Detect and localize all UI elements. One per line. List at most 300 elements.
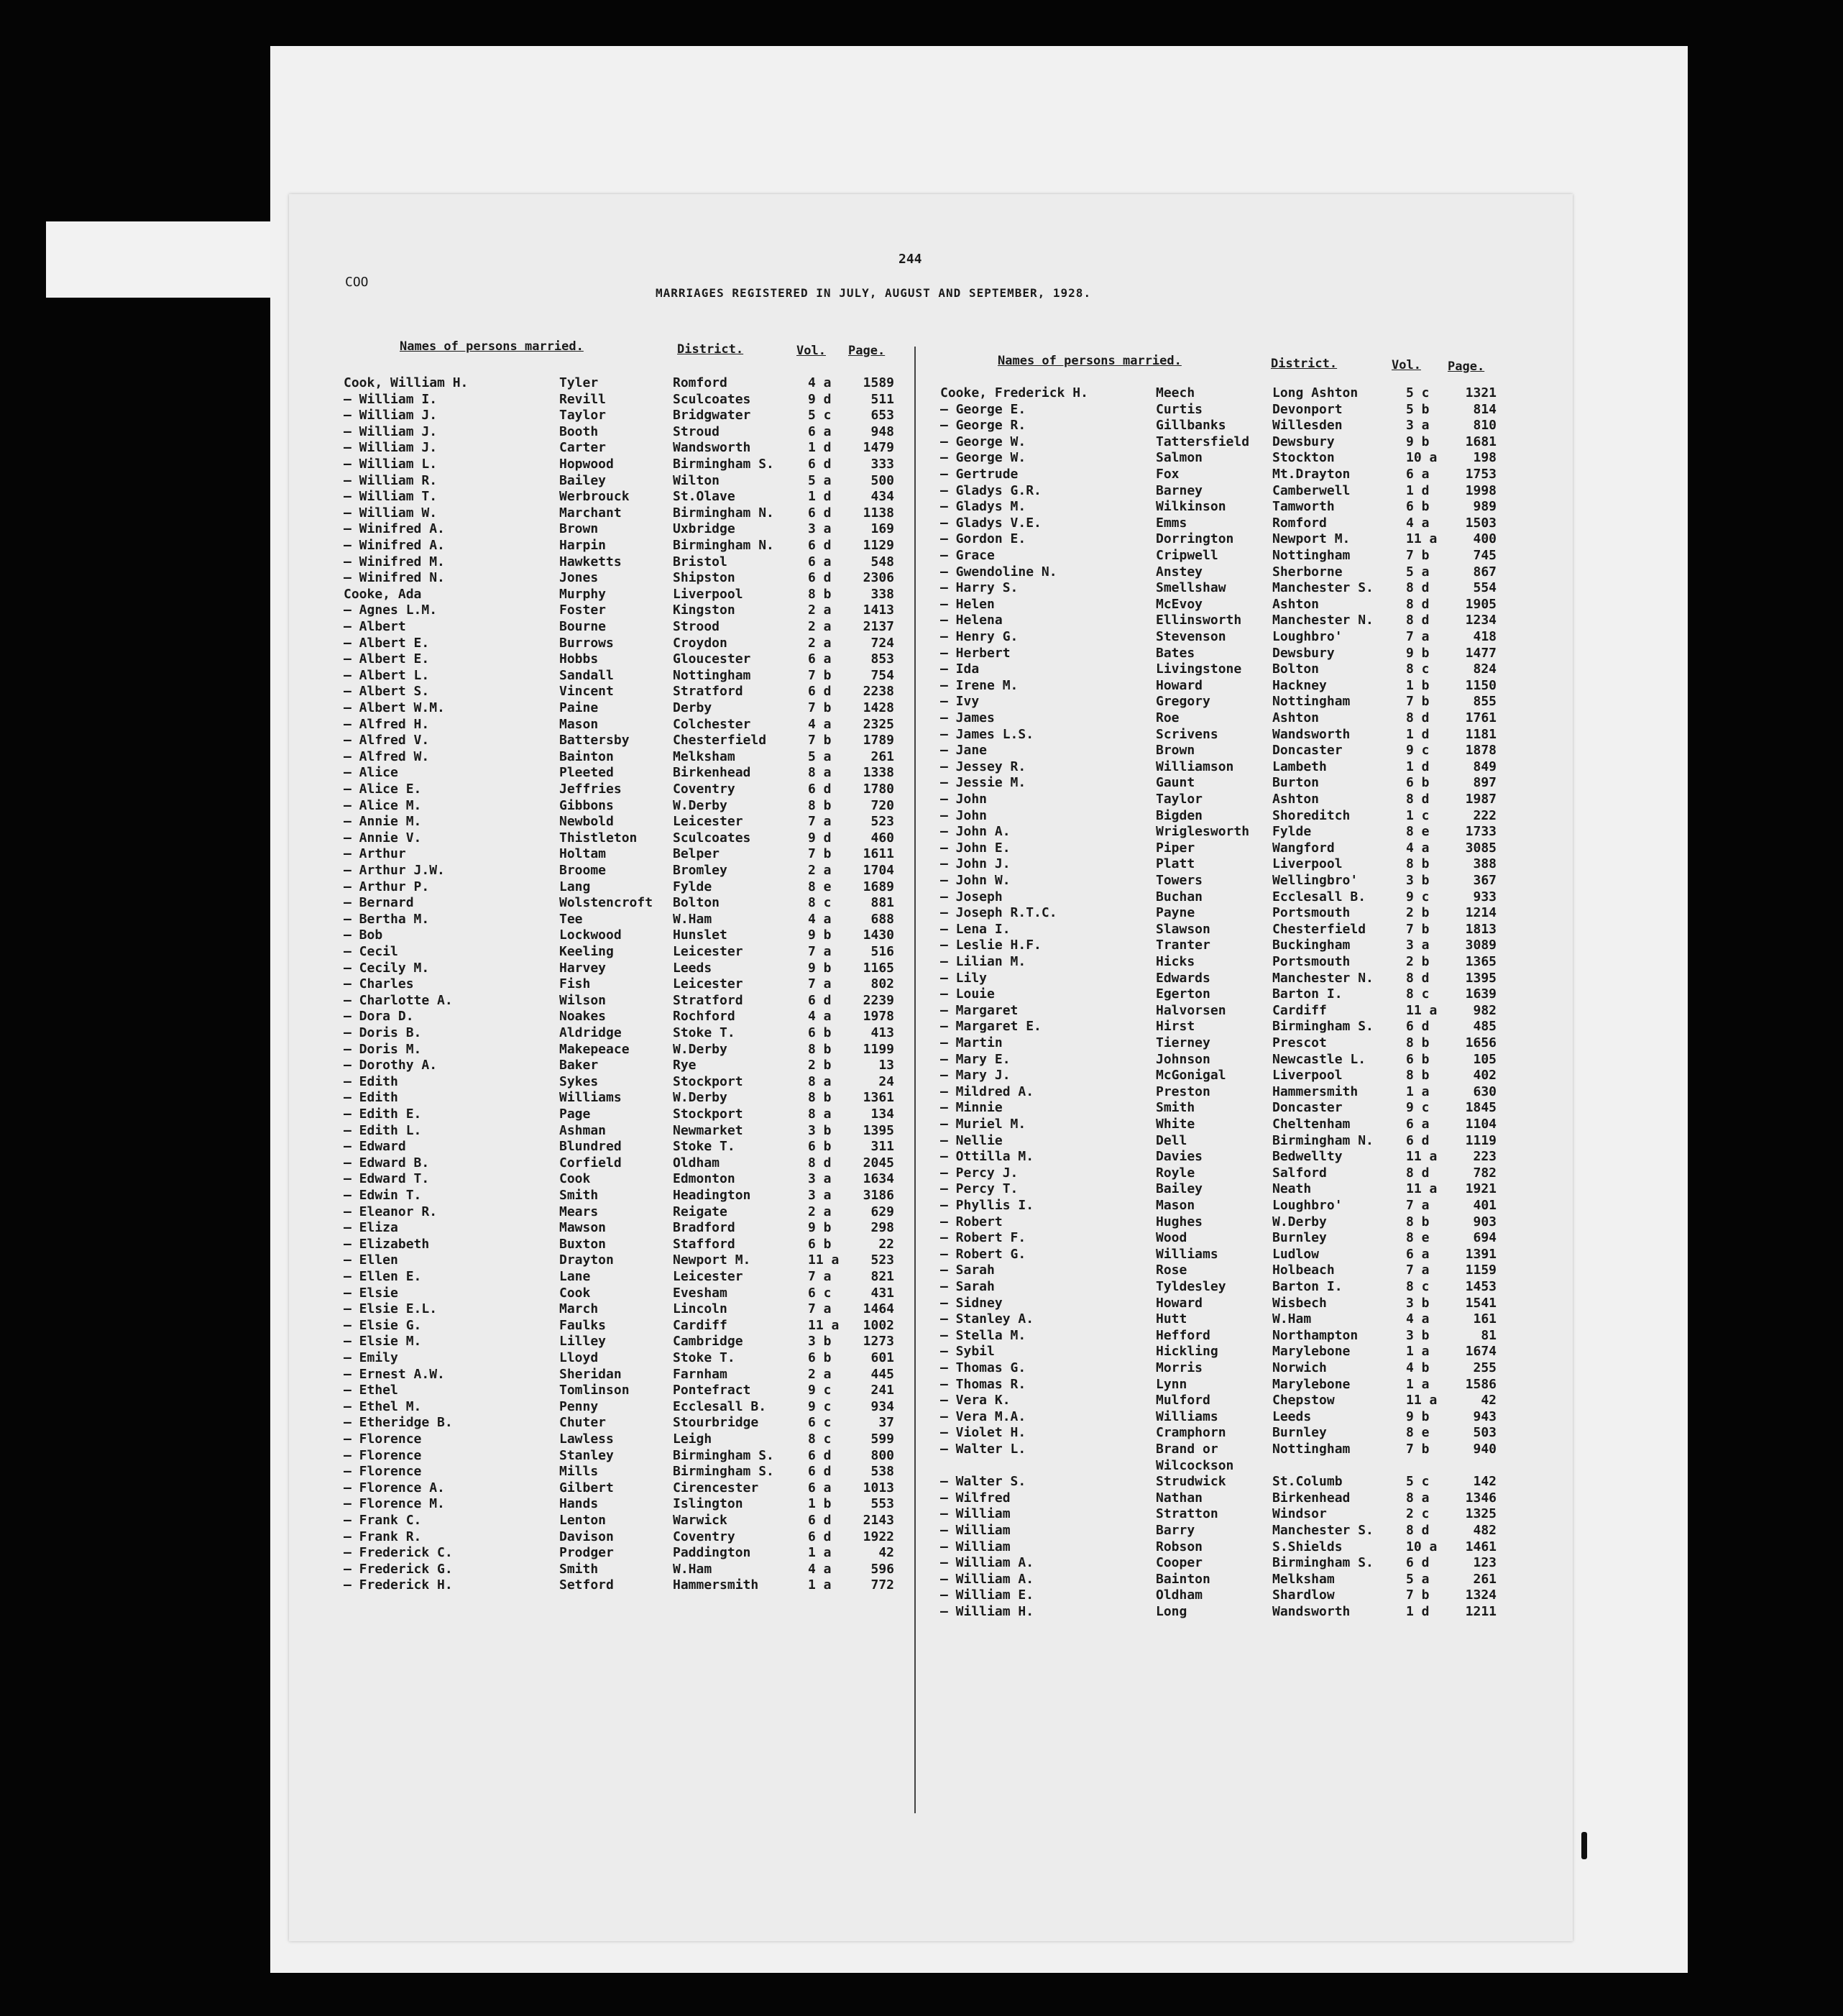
entry-spouse: Dell bbox=[1156, 1132, 1187, 1148]
entry-name: — Sidney bbox=[940, 1295, 1003, 1311]
entry-name: — Frederick C. bbox=[344, 1545, 453, 1561]
entry-district: Burnley bbox=[1272, 1425, 1327, 1441]
entry-page: 1998 bbox=[1465, 482, 1497, 498]
entry-spouse: Mason bbox=[559, 716, 599, 732]
entry-vol: 1 d bbox=[808, 440, 832, 456]
entry-spouse: Paine bbox=[559, 700, 599, 715]
entry-district: Headington bbox=[673, 1188, 751, 1203]
entry-spouse: Hickling bbox=[1156, 1344, 1218, 1360]
entry-name: — Herbert bbox=[940, 645, 1011, 661]
entry-page: 418 bbox=[1473, 629, 1497, 644]
entry-name: Cooke, Ada bbox=[344, 586, 422, 602]
entry-spouse: Dorrington bbox=[1156, 531, 1234, 547]
entry-vol: 6 c bbox=[808, 1285, 832, 1301]
entry-page: 1395 bbox=[1465, 970, 1497, 986]
entry-name: — Lilian M. bbox=[940, 954, 1026, 969]
entry-name: — Winifred M. bbox=[344, 554, 445, 569]
entry-district: Leicester bbox=[673, 1269, 743, 1284]
entry-page: 601 bbox=[870, 1350, 894, 1365]
entry-district: Gloucester bbox=[673, 651, 751, 667]
entry-spouse: McEvoy bbox=[1156, 596, 1203, 612]
entry-name: — Sarah bbox=[940, 1263, 995, 1278]
entry-name: — Robert bbox=[940, 1214, 1003, 1229]
entry-name: — George W. bbox=[940, 434, 1026, 449]
entry-page: 853 bbox=[870, 651, 894, 667]
entry-name: — Frank R. bbox=[344, 1529, 422, 1544]
entry-page: 1453 bbox=[1465, 1279, 1497, 1294]
entry-name: — Elizabeth bbox=[344, 1236, 430, 1252]
entry-district: Manchester N. bbox=[1272, 970, 1374, 986]
entry-name: — Arthur bbox=[344, 846, 406, 862]
entry-spouse: Lawless bbox=[559, 1431, 614, 1447]
entry-name: — Bertha M. bbox=[344, 911, 430, 927]
entry-district: Evesham bbox=[673, 1285, 727, 1301]
entry-vol: 3 a bbox=[1406, 938, 1430, 953]
entry-page: 198 bbox=[1473, 450, 1497, 466]
entry-district: Shardlow bbox=[1272, 1587, 1335, 1603]
entry-spouse: Robson bbox=[1156, 1539, 1203, 1554]
entry-page: 13 bbox=[878, 1058, 894, 1073]
entry-name: — Stanley A. bbox=[940, 1311, 1034, 1327]
entry-page: 42 bbox=[878, 1545, 894, 1561]
entry-district: Uxbridge bbox=[673, 521, 735, 537]
entry-name: — Etheridge B. bbox=[344, 1415, 453, 1431]
entry-spouse: Ellinsworth bbox=[1156, 613, 1242, 628]
entry-vol: 8 a bbox=[808, 1106, 832, 1122]
entry-page: 1761 bbox=[1465, 710, 1497, 725]
entry-vol: 2 b bbox=[808, 1058, 832, 1073]
entry-district: Melksham bbox=[1272, 1571, 1335, 1587]
entry-district: Cirencester bbox=[673, 1480, 759, 1495]
entry-vol: 6 b bbox=[808, 1236, 832, 1252]
entry-district: Belper bbox=[673, 846, 720, 862]
entry-spouse: Vincent bbox=[559, 684, 614, 700]
entry-district: Portsmouth bbox=[1272, 905, 1351, 921]
entry-vol: 7 b bbox=[808, 667, 832, 683]
entry-vol: 3 a bbox=[808, 1171, 832, 1187]
entry-spouse: Tee bbox=[559, 911, 583, 927]
entry-spouse: Marchant bbox=[559, 505, 622, 521]
entry-district: Nottingham bbox=[1272, 694, 1351, 710]
entry-name: — Cecily M. bbox=[344, 960, 430, 976]
entry-vol: 6 d bbox=[808, 1513, 832, 1528]
entry-district: Birmingham S. bbox=[673, 457, 774, 472]
entry-name: — William E. bbox=[940, 1587, 1034, 1603]
entry-name: — George R. bbox=[940, 418, 1026, 434]
entry-spouse: Barney bbox=[1156, 482, 1203, 498]
entry-spouse: Bainton bbox=[559, 748, 614, 764]
entry-name: — Florence bbox=[344, 1431, 422, 1447]
entry-page: 1325 bbox=[1465, 1506, 1497, 1522]
entry-spouse: Curtis bbox=[1156, 401, 1203, 417]
left-header-page: Page. bbox=[848, 344, 886, 358]
entry-page: 867 bbox=[1473, 564, 1497, 579]
entry-vol: 9 d bbox=[808, 391, 832, 407]
entry-vol: 4 a bbox=[808, 1561, 832, 1577]
entry-district: Hammersmith bbox=[673, 1577, 759, 1593]
entry-district: Wellingbro' bbox=[1272, 873, 1359, 888]
entry-district: Stockton bbox=[1272, 450, 1335, 466]
entry-vol: 4 a bbox=[1406, 1311, 1430, 1327]
entry-spouse: White bbox=[1156, 1117, 1195, 1132]
entry-spouse: Towers bbox=[1156, 873, 1203, 888]
entry-page: 1905 bbox=[1465, 596, 1497, 612]
entry-vol: 7 a bbox=[808, 944, 832, 959]
entry-spouse: Edwards bbox=[1156, 970, 1210, 986]
entry-vol: 7 b bbox=[808, 733, 832, 748]
entry-spouse: Wilcockson bbox=[1156, 1457, 1234, 1473]
entry-spouse: Pleeted bbox=[559, 765, 614, 781]
entry-vol: 4 a bbox=[808, 1009, 832, 1025]
entry-name: — William J. bbox=[344, 408, 438, 423]
entry-page: 81 bbox=[1481, 1327, 1497, 1343]
entry-page: 37 bbox=[878, 1415, 894, 1431]
entry-vol: 11 a bbox=[1406, 1181, 1438, 1197]
entry-district: Liverpool bbox=[673, 586, 743, 602]
entry-vol: 6 a bbox=[808, 554, 832, 569]
entry-vol: 8 b bbox=[1406, 856, 1430, 872]
entry-page: 554 bbox=[1473, 580, 1497, 596]
entry-name: — Thomas G. bbox=[940, 1360, 1026, 1375]
entry-vol: 6 a bbox=[808, 651, 832, 667]
entry-vol: 8 d bbox=[1406, 596, 1430, 612]
entry-vol: 8 a bbox=[808, 765, 832, 781]
entry-vol: 5 a bbox=[808, 472, 832, 488]
entry-spouse: Roe bbox=[1156, 710, 1180, 725]
entry-page: 688 bbox=[870, 911, 894, 927]
entry-district: Nottingham bbox=[1272, 548, 1351, 563]
entry-district: Cheltenham bbox=[1272, 1117, 1351, 1132]
entry-spouse: Aldridge bbox=[559, 1025, 622, 1040]
entry-vol: 6 d bbox=[808, 684, 832, 700]
entry-name: — Elsie M. bbox=[344, 1334, 422, 1350]
entry-page: 1129 bbox=[863, 538, 894, 553]
entry-spouse: Hobbs bbox=[559, 651, 599, 667]
entry-district: Nottingham bbox=[1272, 1442, 1351, 1457]
entry-name: — Annie V. bbox=[344, 830, 422, 846]
entry-spouse: Mears bbox=[559, 1204, 599, 1219]
entry-vol: 8 d bbox=[1406, 1165, 1430, 1181]
entry-spouse: Williamson bbox=[1156, 759, 1234, 774]
entry-page: 1428 bbox=[863, 700, 894, 715]
entry-page: 445 bbox=[870, 1366, 894, 1382]
entry-spouse: Williams bbox=[559, 1090, 622, 1106]
entry-district: Bolton bbox=[1272, 661, 1320, 677]
entry-vol: 5 a bbox=[808, 748, 832, 764]
entry-vol: 11 a bbox=[1406, 1149, 1438, 1165]
entry-page: 1921 bbox=[1465, 1181, 1497, 1197]
entry-name: — Florence bbox=[344, 1447, 422, 1463]
entry-spouse: Morris bbox=[1156, 1360, 1203, 1375]
entry-district: Stoke T. bbox=[673, 1350, 735, 1365]
entry-district: Leicester bbox=[673, 976, 743, 992]
entry-spouse: Sykes bbox=[559, 1073, 599, 1089]
entry-vol: 3 a bbox=[1406, 418, 1430, 434]
entry-spouse: Tattersfield bbox=[1156, 434, 1250, 449]
entry-page: 538 bbox=[870, 1464, 894, 1480]
entry-vol: 9 b bbox=[1406, 1408, 1430, 1424]
entry-name: — Mildred A. bbox=[940, 1083, 1034, 1099]
entry-vol: 6 d bbox=[1406, 1132, 1430, 1148]
entry-spouse: Lynn bbox=[1156, 1376, 1187, 1392]
entry-district: Doncaster bbox=[1272, 743, 1343, 759]
entry-page: 42 bbox=[1481, 1393, 1497, 1408]
entry-district: Cardiff bbox=[1272, 1002, 1327, 1018]
entry-name: — Harry S. bbox=[940, 580, 1019, 596]
right-header-vol: Vol. bbox=[1392, 358, 1421, 372]
entry-page: 1461 bbox=[1465, 1539, 1497, 1554]
entry-vol: 6 c bbox=[808, 1415, 832, 1431]
entry-name: — Ellen bbox=[344, 1252, 398, 1268]
entry-name: — John W. bbox=[940, 873, 1011, 888]
entry-page: 903 bbox=[1473, 1214, 1497, 1229]
entry-page: 1733 bbox=[1465, 824, 1497, 840]
entry-spouse: Sheridan bbox=[559, 1366, 622, 1382]
entry-vol: 2 b bbox=[1406, 954, 1430, 969]
entry-vol: 8 d bbox=[1406, 792, 1430, 807]
entry-name: — Albert S. bbox=[344, 684, 430, 700]
entry-page: 933 bbox=[1473, 889, 1497, 904]
entry-name: — Frederick H. bbox=[344, 1577, 453, 1593]
entry-page: 1922 bbox=[863, 1529, 894, 1544]
entry-page: 1589 bbox=[863, 375, 894, 390]
entry-district: Kingston bbox=[673, 602, 735, 618]
entry-vol: 6 a bbox=[1406, 467, 1430, 482]
entry-spouse: Wolstencroft bbox=[559, 895, 653, 911]
entry-page: 629 bbox=[870, 1204, 894, 1219]
entry-page: 1813 bbox=[1465, 921, 1497, 937]
entry-name: — William bbox=[940, 1506, 1011, 1522]
entry-spouse: Hirst bbox=[1156, 1019, 1195, 1035]
entry-vol: 1 d bbox=[1406, 759, 1430, 774]
entry-vol: 10 a bbox=[1406, 1539, 1438, 1554]
entry-vol: 11 a bbox=[1406, 1393, 1438, 1408]
entry-vol: 5 c bbox=[1406, 385, 1430, 400]
entry-district: Oldham bbox=[673, 1155, 720, 1170]
entry-district: St.Columb bbox=[1272, 1474, 1343, 1490]
entry-spouse: Booth bbox=[559, 423, 599, 439]
entry-spouse: Barry bbox=[1156, 1523, 1195, 1538]
entry-name: — Sybil bbox=[940, 1344, 995, 1360]
entry-name: — Louie bbox=[940, 986, 995, 1002]
entry-name: — John A. bbox=[940, 824, 1011, 840]
entry-page: 1211 bbox=[1465, 1604, 1497, 1619]
entry-page: 1199 bbox=[863, 1041, 894, 1057]
entry-spouse: Tomlinson bbox=[559, 1383, 630, 1398]
entry-spouse: Tranter bbox=[1156, 938, 1210, 953]
entry-spouse: Drayton bbox=[559, 1252, 614, 1268]
entry-spouse: Tierney bbox=[1156, 1035, 1210, 1050]
entry-district: Rochford bbox=[673, 1009, 735, 1025]
entry-spouse: Wilkinson bbox=[1156, 499, 1226, 515]
page-number: 244 bbox=[898, 252, 922, 267]
entry-name: — George W. bbox=[940, 450, 1026, 466]
entry-page: 1479 bbox=[863, 440, 894, 456]
entry-name: — William H. bbox=[940, 1604, 1034, 1619]
entry-vol: 9 b bbox=[808, 960, 832, 976]
entry-name: — Emily bbox=[344, 1350, 398, 1365]
entry-district: Liverpool bbox=[1272, 1068, 1343, 1083]
entry-vol: 8 d bbox=[808, 1155, 832, 1170]
entry-page: 1634 bbox=[863, 1171, 894, 1187]
entry-page: 1477 bbox=[1465, 645, 1497, 661]
entry-spouse: Stratton bbox=[1156, 1506, 1218, 1522]
entry-vol: 1 d bbox=[1406, 482, 1430, 498]
entry-district: Newmarket bbox=[673, 1122, 743, 1138]
entry-page: 333 bbox=[870, 457, 894, 472]
entry-vol: 1 a bbox=[1406, 1083, 1430, 1099]
entry-vol: 3 b bbox=[808, 1334, 832, 1350]
entry-district: Ashton bbox=[1272, 710, 1320, 725]
entry-district: Pontefract bbox=[673, 1383, 751, 1398]
entry-spouse: Jones bbox=[559, 570, 599, 586]
entry-vol: 1 a bbox=[808, 1577, 832, 1593]
entry-page: 482 bbox=[1473, 1523, 1497, 1538]
entry-district: Windsor bbox=[1272, 1506, 1327, 1522]
entry-district: Leeds bbox=[673, 960, 712, 976]
entry-name: — Phyllis I. bbox=[940, 1198, 1034, 1213]
entry-vol: 7 a bbox=[1406, 629, 1430, 644]
entry-district: Norwich bbox=[1272, 1360, 1327, 1375]
entry-vol: 9 b bbox=[1406, 645, 1430, 661]
entry-vol: 6 a bbox=[1406, 1246, 1430, 1262]
entry-spouse: March bbox=[559, 1301, 599, 1317]
left-header-vol: Vol. bbox=[796, 344, 826, 358]
entry-page: 948 bbox=[870, 423, 894, 439]
entry-district: Bradford bbox=[673, 1220, 735, 1236]
entry-page: 1704 bbox=[863, 863, 894, 878]
entry-page: 105 bbox=[1473, 1051, 1497, 1067]
entry-spouse: Slawson bbox=[1156, 921, 1210, 937]
entry-page: 523 bbox=[870, 814, 894, 830]
entry-vol: 7 a bbox=[808, 814, 832, 830]
entry-name: — Doris M. bbox=[344, 1041, 422, 1057]
entry-spouse: Hicks bbox=[1156, 954, 1195, 969]
entry-district: Birmingham S. bbox=[1272, 1555, 1374, 1571]
entry-name: — Walter S. bbox=[940, 1474, 1026, 1490]
entry-district: Coventry bbox=[673, 1529, 735, 1544]
entry-vol: 3 a bbox=[808, 1188, 832, 1203]
entry-name: — George E. bbox=[940, 401, 1026, 417]
entry-spouse: Prodger bbox=[559, 1545, 614, 1561]
entry-page: 824 bbox=[1473, 661, 1497, 677]
entry-spouse: Faulks bbox=[559, 1317, 607, 1333]
entry-vol: 4 a bbox=[1406, 840, 1430, 856]
entry-page: 1978 bbox=[863, 1009, 894, 1025]
entry-page: 255 bbox=[1473, 1360, 1497, 1375]
entry-district: Stoke T. bbox=[673, 1139, 735, 1155]
entry-district: W.Derby bbox=[673, 797, 727, 813]
entry-name: — Gordon E. bbox=[940, 531, 1026, 547]
entry-vol: 6 d bbox=[808, 1447, 832, 1463]
entry-vol: 9 b bbox=[808, 927, 832, 943]
entry-name: — Joseph R.T.C. bbox=[940, 905, 1057, 921]
entry-name: — John E. bbox=[940, 840, 1011, 856]
entry-district: Bristol bbox=[673, 554, 727, 569]
entry-spouse: Blundred bbox=[559, 1139, 622, 1155]
entry-name: — Edward T. bbox=[344, 1171, 430, 1187]
entry-vol: 4 a bbox=[1406, 515, 1430, 531]
entry-spouse: Ashman bbox=[559, 1122, 607, 1138]
entry-page: 1541 bbox=[1465, 1295, 1497, 1311]
entry-district: Ludlow bbox=[1272, 1246, 1320, 1262]
entry-page: 720 bbox=[870, 797, 894, 813]
entry-name: — Edith E. bbox=[344, 1106, 422, 1122]
entry-name: — Ethel M. bbox=[344, 1398, 422, 1414]
entry-spouse: Hutt bbox=[1156, 1311, 1187, 1327]
entry-spouse: Halvorsen bbox=[1156, 1002, 1226, 1018]
entry-name: — Agnes L.M. bbox=[344, 602, 438, 618]
entry-name: — Gladys V.E. bbox=[940, 515, 1042, 531]
entry-spouse: Bates bbox=[1156, 645, 1195, 661]
entry-spouse: Mills bbox=[559, 1464, 599, 1480]
entry-page: 2239 bbox=[863, 992, 894, 1008]
entry-spouse: Bailey bbox=[559, 472, 607, 488]
entry-page: 1214 bbox=[1465, 905, 1497, 921]
entry-district: Bromley bbox=[673, 863, 727, 878]
entry-name: — Eleanor R. bbox=[344, 1204, 438, 1219]
entry-name: — Vera K. bbox=[940, 1393, 1011, 1408]
entry-district: Ashton bbox=[1272, 596, 1320, 612]
entry-spouse: Davies bbox=[1156, 1149, 1203, 1165]
entry-page: 934 bbox=[870, 1398, 894, 1414]
entry-vol: 3 b bbox=[1406, 873, 1430, 888]
entry-vol: 6 d bbox=[808, 457, 832, 472]
entry-page: 400 bbox=[1473, 531, 1497, 547]
entry-district: Stockport bbox=[673, 1073, 743, 1089]
entry-page: 1430 bbox=[863, 927, 894, 943]
entry-vol: 6 d bbox=[808, 782, 832, 797]
entry-district: W.Derby bbox=[1272, 1214, 1327, 1229]
entry-page: 1273 bbox=[863, 1334, 894, 1350]
entry-vol: 5 c bbox=[808, 408, 832, 423]
entry-spouse: Egerton bbox=[1156, 986, 1210, 1002]
entry-page: 810 bbox=[1473, 418, 1497, 434]
entry-vol: 2 c bbox=[1406, 1506, 1430, 1522]
entry-name: — Helen bbox=[940, 596, 995, 612]
entry-name: — Annie M. bbox=[344, 814, 422, 830]
entry-page: 745 bbox=[1473, 548, 1497, 563]
entry-spouse: Strudwick bbox=[1156, 1474, 1226, 1490]
entry-vol: 2 a bbox=[808, 1204, 832, 1219]
entry-district: Nottingham bbox=[673, 667, 751, 683]
entry-spouse: Noakes bbox=[559, 1009, 607, 1025]
right-header-page: Page. bbox=[1448, 359, 1485, 374]
entry-district: Chepstow bbox=[1272, 1393, 1335, 1408]
entry-page: 1002 bbox=[863, 1317, 894, 1333]
entry-vol: 8 d bbox=[1406, 580, 1430, 596]
entry-spouse: Makepeace bbox=[559, 1041, 630, 1057]
entry-page: 724 bbox=[870, 635, 894, 651]
entry-spouse: Mason bbox=[1156, 1198, 1195, 1213]
entry-page: 1586 bbox=[1465, 1376, 1497, 1392]
entry-district: Loughbro' bbox=[1272, 629, 1343, 644]
entry-district: Marylebone bbox=[1272, 1376, 1351, 1392]
entry-district: Hunslet bbox=[673, 927, 727, 943]
entry-name: — Bernard bbox=[344, 895, 414, 911]
entry-district: Dewsbury bbox=[1272, 645, 1335, 661]
entry-vol: 2 a bbox=[808, 863, 832, 878]
entry-spouse: Davison bbox=[559, 1529, 614, 1544]
entry-spouse: Lenton bbox=[559, 1513, 607, 1528]
entry-district: Stafford bbox=[673, 1236, 735, 1252]
entry-district: St.Olave bbox=[673, 489, 735, 505]
entry-name: — Eliza bbox=[344, 1220, 398, 1236]
entry-name: — Albert bbox=[344, 619, 406, 634]
entry-vol: 7 b bbox=[1406, 1587, 1430, 1603]
entry-district: Reigate bbox=[673, 1204, 727, 1219]
entry-spouse: Broome bbox=[559, 863, 607, 878]
